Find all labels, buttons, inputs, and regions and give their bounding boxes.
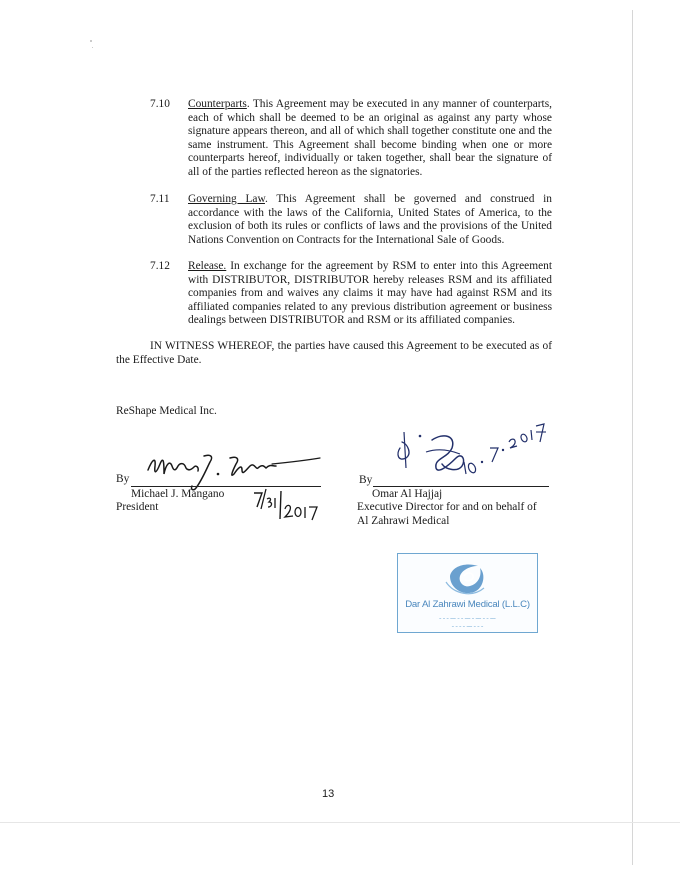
clause-heading: Governing Law [188, 193, 265, 205]
stamp-arabic-line: ـ ـ ـ ـــ ـ ـ ـ ـ [452, 622, 483, 629]
by-label: By [359, 474, 373, 486]
company-name: ReShape Medical Inc. [116, 405, 217, 417]
clause-body [188, 193, 552, 247]
scan-edge [0, 822, 680, 823]
signatory-name: Michael J. Mangano [131, 488, 225, 500]
clause-text: . This Agreement may be executed in any manner of counterparts, each of which shall be deemed to be an original as against any party whose signature appears thereon, and all of which shall together constitute one and the same instrument. This Agreement shall become binding when one or more counterparts hereof, individually or taken together, shall bear the signature of all of the parties reflected hereon as the signatories. [188, 98, 552, 178]
clause-body [188, 260, 552, 328]
clause-heading: Release. [188, 260, 227, 272]
clause-7-11 [150, 193, 552, 247]
stamp-arabic-line: ـــ ـ ـ ـــ ـ ـــ ـ ـ ـــ ـ ـ ـ [439, 614, 496, 621]
clause-body [188, 98, 552, 180]
clause-text: In exchange for the agreement by RSM to enter into this Agreement with DISTRIBUTOR, DISTRIBUTOR hereby releases RSM and its affiliated companies from and waives any claims it may have had against RSM and its affiliated companies related to any previous distribution agreement or business dealings between DISTRIBUTOR and RSM or its affiliated companies. [188, 260, 552, 327]
page-number: 13 [322, 788, 335, 800]
by-label: By [116, 473, 130, 485]
clause-7-10 [150, 98, 552, 180]
signatory-title: President [116, 501, 159, 513]
clause-heading: Counterparts [188, 98, 247, 110]
scan-speck [90, 40, 92, 42]
scan-edge [632, 10, 633, 865]
signature-line [373, 486, 549, 487]
clause-number: 7.10 [150, 98, 170, 110]
clause-7-12 [150, 260, 552, 328]
clause-number: 7.11 [150, 193, 170, 205]
clause-number: 7.12 [150, 260, 170, 272]
signatory-title: Executive Director for and on behalf of [357, 501, 537, 513]
scan-speck [92, 47, 93, 48]
handwritten-signature [386, 418, 556, 486]
signatory-name: Omar Al Hajjaj [372, 488, 443, 500]
signatory-title-line2: Al Zahrawi Medical [357, 515, 450, 527]
witness-paragraph: IN WITNESS WHEREOF, the parties have caused this Agreement to be executed as of the Effective Date. [116, 340, 552, 366]
stamp-company-name: Dar Al Zahrawi Medical (L.L.C) [405, 599, 530, 610]
handwritten-date [250, 487, 322, 525]
company-stamp [397, 553, 538, 633]
stamp-logo-icon [440, 558, 490, 598]
clause-text: . This Agreement shall be governed and construed in accordance with the laws of the California, United States of America, to the exclusion of both its rules or conflicts of laws and the provisions of the United Nations Convention on Contracts for the International Sale of Goods. [188, 193, 552, 246]
